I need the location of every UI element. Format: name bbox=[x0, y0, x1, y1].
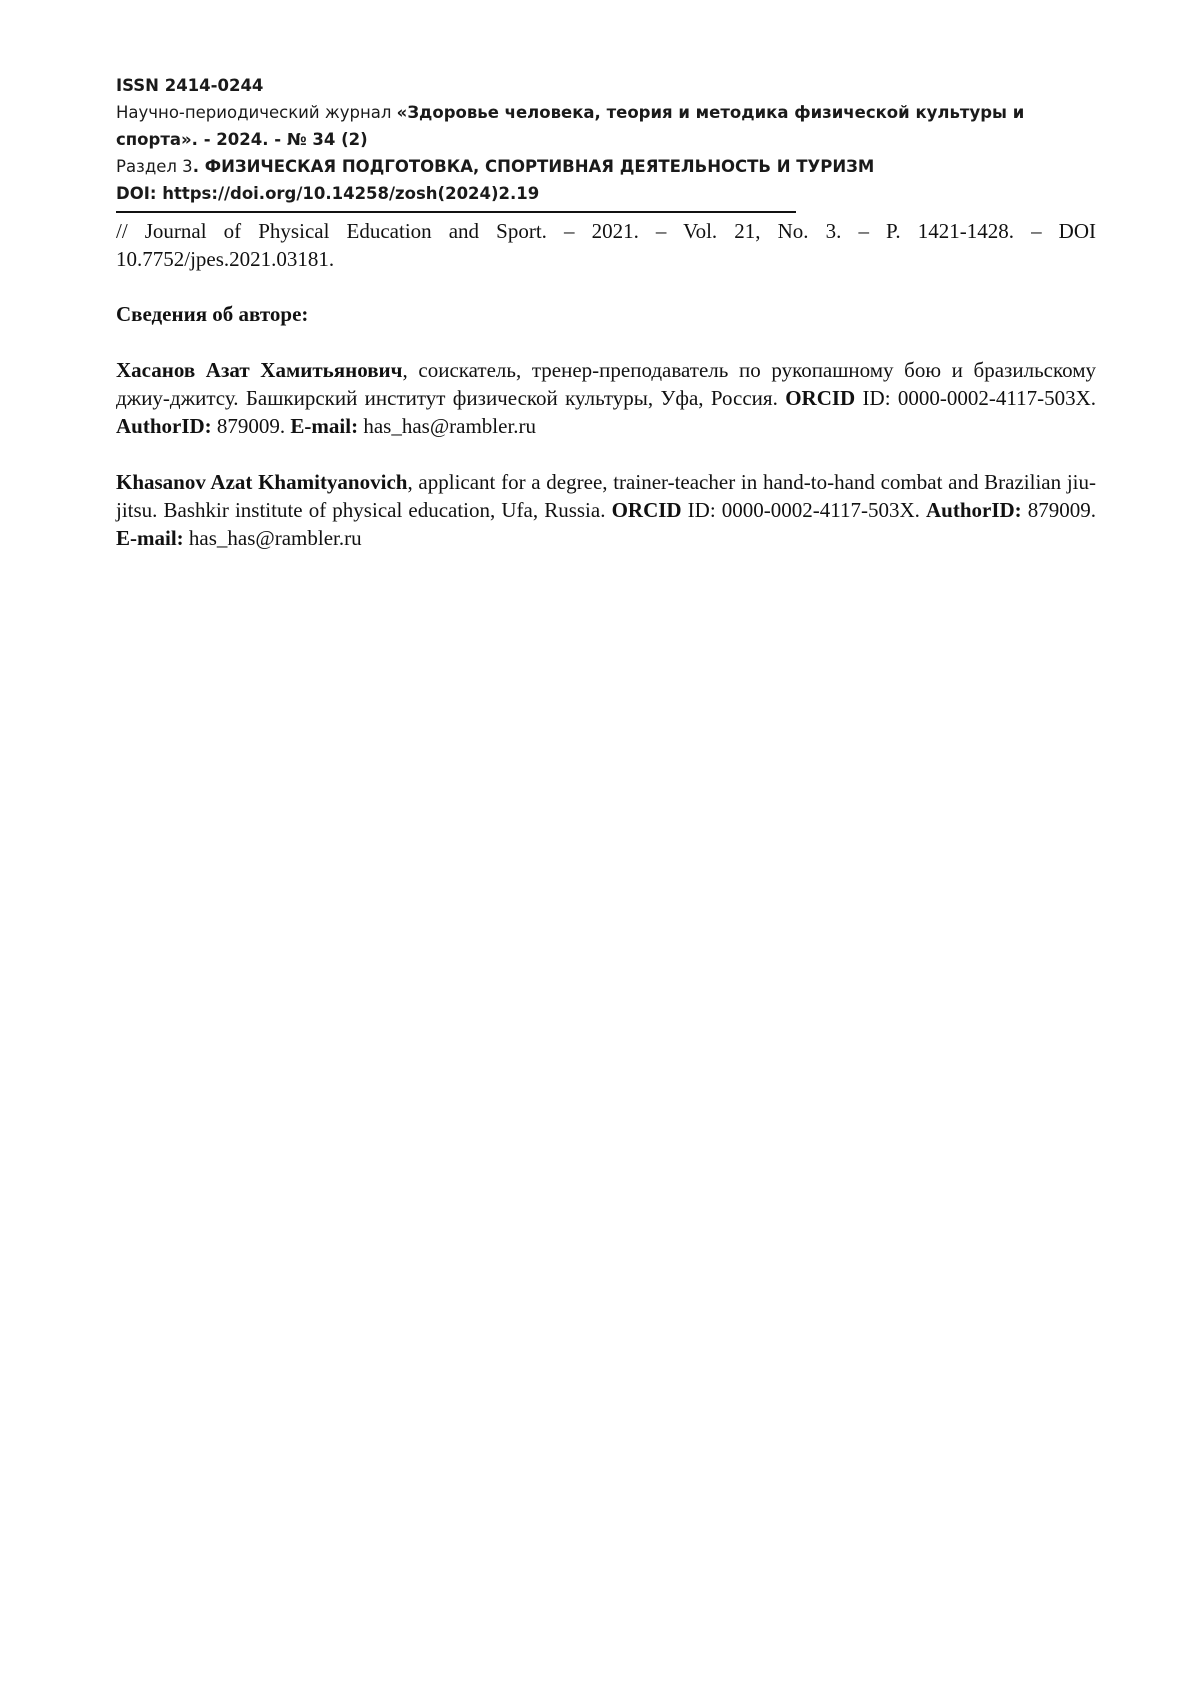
reference-continuation: // Journal of Physical Education and Sport. – 2021. – Vol. 21, No. 3. – P. 1421-1428. – DOI 10.7752/jpes.2021.03181. bbox=[116, 219, 1096, 271]
journal-prefix: Научно-периодический журнал bbox=[116, 103, 397, 122]
orcid-value-ru: ID: 0000-0002-4117-503X. bbox=[855, 386, 1097, 410]
authorid-label-en: AuthorID: bbox=[925, 498, 1022, 522]
section-prefix: Раздел 3 bbox=[116, 157, 193, 176]
author-section-heading: Сведения об авторе: bbox=[116, 302, 309, 326]
orcid-label-en: ORCID bbox=[611, 498, 682, 522]
journal-line bbox=[116, 99, 1096, 126]
orcid-label-ru: ORCID bbox=[785, 386, 856, 410]
author-name-ru: Хасанов Азат Хамитьянович bbox=[116, 358, 403, 382]
author-desc-ru: , соискатель, тренер-преподаватель по рукопашному бою и бразильскому джиу-джитсу. Башкирский институт физической культуры, Уфа, Россия. bbox=[116, 358, 1096, 410]
email-value-en: has_has@rambler.ru bbox=[183, 526, 362, 550]
email-label-ru: E-mail: bbox=[290, 414, 359, 438]
journal-title-part2: спорта». - 2024. - № 34 (2) bbox=[116, 130, 368, 149]
author-desc-en: , applicant for a degree, trainer-teacher in hand-to-hand combat and Brazilian jiu-jitsu. Bashkir institute of physical education, Ufa, Russia. bbox=[116, 470, 1096, 522]
author-name-en: Khasanov Azat Khamityanovich bbox=[116, 470, 408, 494]
running-header bbox=[116, 72, 1096, 207]
section-line bbox=[116, 153, 1096, 180]
email-value-ru: has_has@rambler.ru bbox=[358, 414, 537, 438]
email-label-en: E-mail: bbox=[116, 526, 184, 550]
authorid-value-ru: 879009. bbox=[211, 414, 291, 438]
orcid-value-en: ID: 0000-0002-4117-503X. bbox=[681, 498, 926, 522]
issn-line: ISSN 2414-0244 bbox=[116, 76, 264, 95]
header-divider bbox=[116, 211, 796, 213]
author-info-ru bbox=[116, 356, 1096, 440]
doi-line: DOI: https://doi.org/10.14258/zosh(2024)2.19 bbox=[116, 184, 540, 203]
document-page bbox=[116, 72, 1096, 552]
journal-title-part1: «Здоровье человека, теория и методика физической культуры и bbox=[396, 103, 1025, 122]
authorid-label-ru: AuthorID: bbox=[116, 414, 212, 438]
section-title: . ФИЗИЧЕСКАЯ ПОДГОТОВКА, СПОРТИВНАЯ ДЕЯТЕЛЬНОСТЬ И ТУРИЗМ bbox=[192, 157, 875, 176]
authorid-value-en: 879009. bbox=[1021, 498, 1097, 522]
author-info-en bbox=[116, 468, 1096, 552]
